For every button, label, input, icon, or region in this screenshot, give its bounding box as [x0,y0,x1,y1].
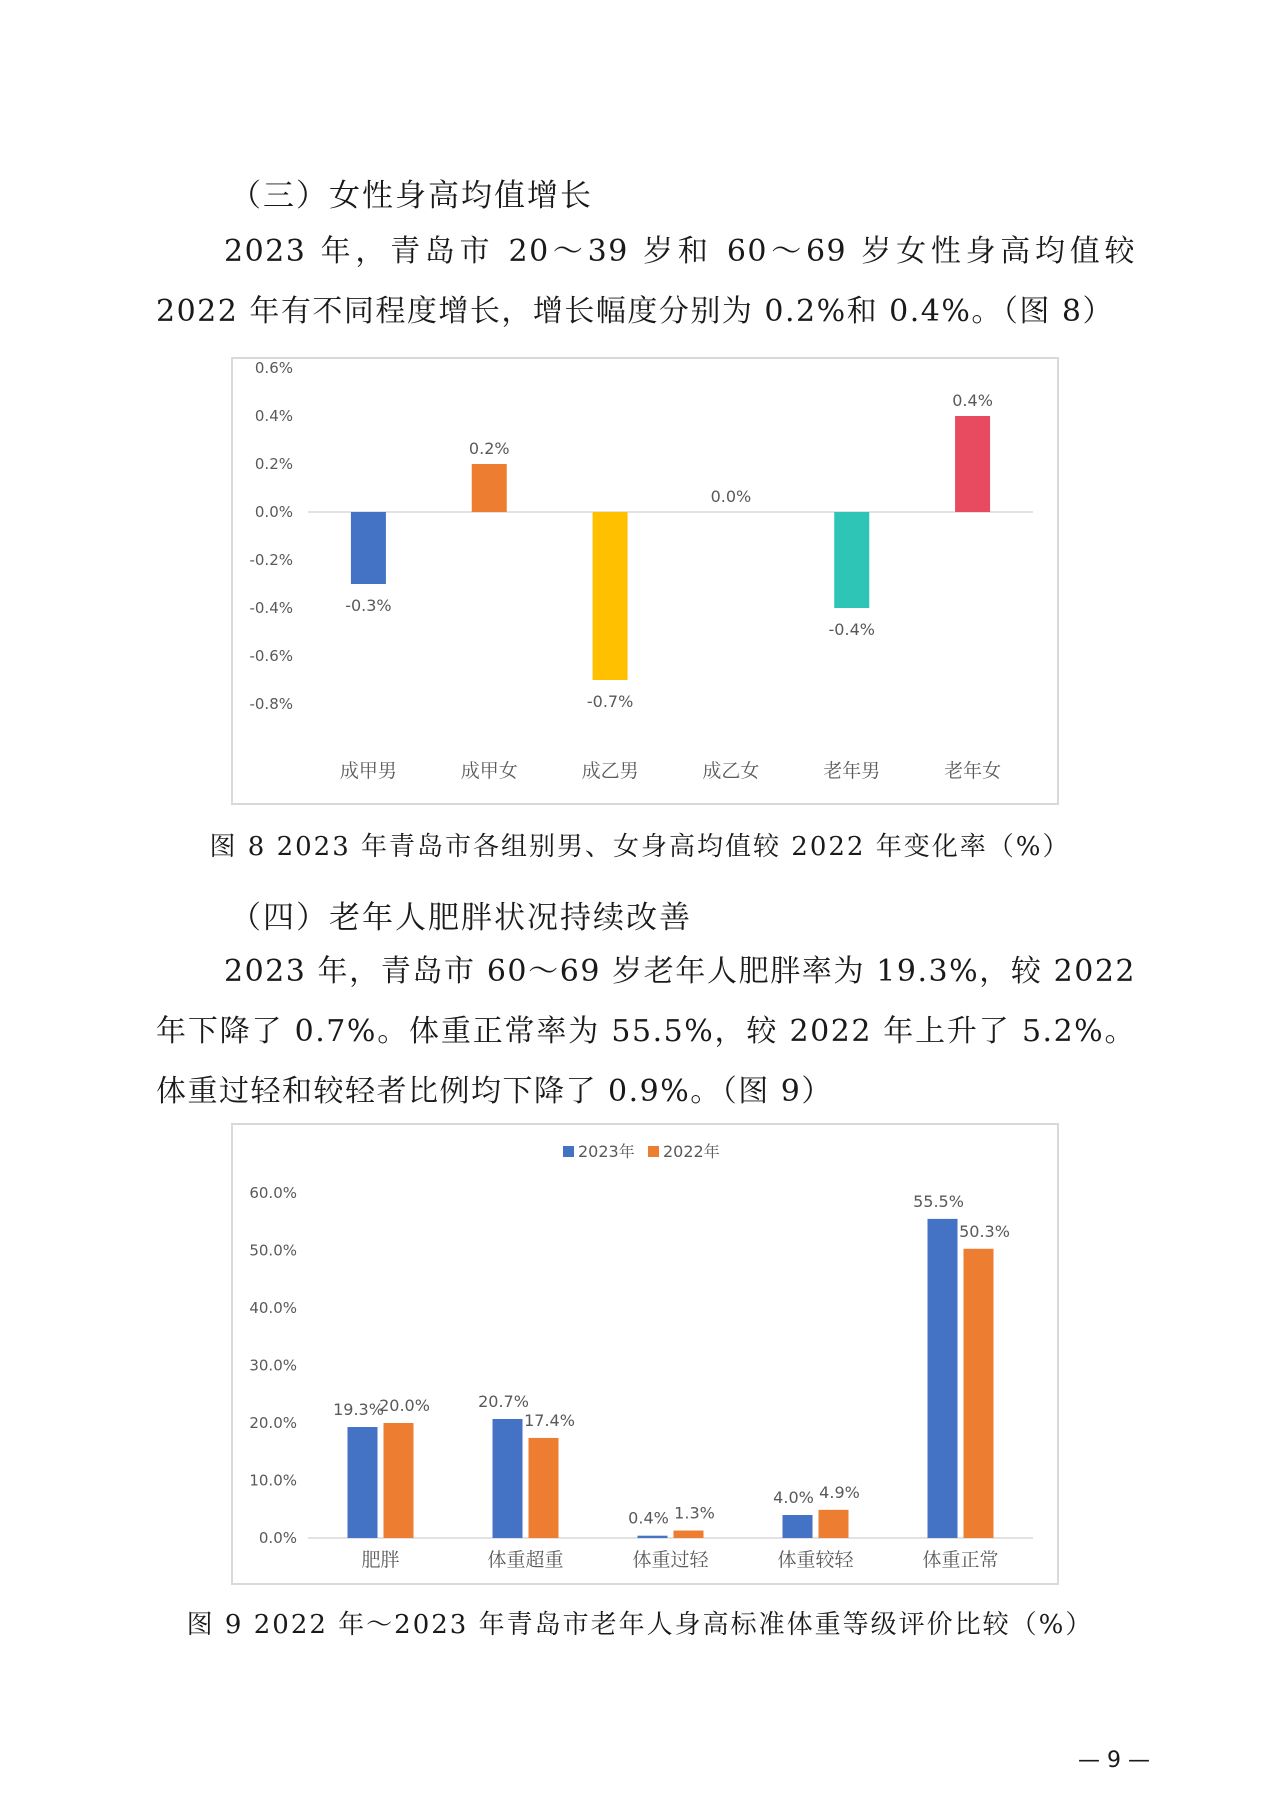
y-tick-label: 20.0% [249,1414,297,1432]
bar-2022年-肥胖 [384,1423,414,1538]
bar-2022年-体重超重 [529,1438,559,1538]
data-label: 20.7% [478,1391,529,1411]
bar-2023年-体重过轻 [638,1536,668,1538]
data-label: -0.4% [828,620,875,639]
bar-老年女 [955,416,990,512]
legend-swatch-2022年 [648,1146,659,1157]
section-3-paragraph: 2023 年，青岛市 20～39 岁和 60～69 岁女性身高均值较 2022 年有不同程度增长，增长幅度分别为 0.2%和 0.4%。（图 8） [156,234,1136,329]
data-label: 20.0% [379,1396,430,1415]
bar-成乙男 [593,512,628,680]
y-tick-label: 50.0% [249,1241,297,1260]
x-category-label: 成乙男 [581,760,639,782]
x-category-label: 成甲男 [339,760,397,782]
y-tick-label: 0.6% [254,359,293,377]
figure-9-svg [233,1125,1057,1583]
data-label: 4.0% [773,1488,814,1507]
y-tick-label: 0.0% [258,1529,297,1547]
x-category-label: 体重超重 [487,1549,564,1571]
page-number: — 9 — [1078,1748,1150,1773]
legend-label: 2023年 [578,1142,635,1161]
y-tick-label: -0.6% [249,647,293,665]
y-tick-label: -0.8% [249,695,293,713]
x-category-label: 老年女 [944,760,1002,782]
section-4-paragraph: 2023 年，青岛市 60～69 岁老年人肥胖率为 19.3%，较 2022 年下降了 0.7%。体重正常率为 55.5%，较 2022 年上升了 5.2%。体重过轻和较轻者比例均下降了 0.9%。（图 9） [156,954,1136,1109]
data-label: -0.7% [586,692,634,711]
data-label: 19.3% [333,1400,384,1420]
figure-8-chart [231,357,1059,805]
y-tick-label: 0.0% [254,503,293,521]
figure-9-caption: 图 9 2022 年～2023 年青岛市老年人身高标准体重等级评价比较（%） [186,1610,1094,1640]
x-category-label: 体重过轻 [632,1549,709,1571]
data-label: 17.4% [524,1410,575,1430]
legend-label: 2022年 [663,1142,720,1161]
x-category-label: 成甲女 [460,760,518,782]
figure-8-svg [233,359,1057,803]
bar-老年男 [834,512,869,608]
y-tick-label: 10.0% [249,1471,297,1490]
data-label: -0.3% [345,596,392,615]
data-label: 50.3% [959,1221,1010,1241]
data-label: 55.5% [913,1191,964,1211]
x-category-label: 体重较轻 [777,1549,854,1571]
y-tick-label: -0.2% [249,551,293,569]
x-category-label: 肥胖 [361,1549,400,1571]
bar-2022年-体重过轻 [674,1531,704,1538]
y-tick-label: 0.2% [254,455,293,473]
y-tick-label: 0.4% [254,407,293,425]
bar-2023年-体重正常 [928,1219,958,1538]
y-tick-label: 40.0% [249,1299,297,1317]
y-tick-label: 60.0% [249,1184,297,1202]
y-tick-label: -0.4% [249,599,293,617]
data-label: 1.3% [674,1503,715,1523]
data-label: 0.2% [468,439,510,458]
bar-成甲男 [351,512,386,584]
data-label: 0.4% [952,391,993,410]
legend-swatch-2023年 [563,1146,574,1157]
bar-成甲女 [472,464,507,512]
x-category-label: 老年男 [823,760,881,782]
bar-2023年-体重超重 [493,1419,523,1538]
bar-2022年-体重正常 [964,1249,994,1538]
bar-2023年-体重较轻 [783,1515,813,1538]
bar-2023年-肥胖 [348,1427,378,1538]
bar-2022年-体重较轻 [819,1510,849,1538]
y-tick-label: 30.0% [249,1356,297,1375]
x-category-label: 体重正常 [922,1549,999,1571]
figure-8-caption: 图 8 2023 年青岛市各组别男、女身高均值较 2022 年变化率（%） [209,832,1071,862]
data-label: 0.0% [710,487,752,506]
section-3-heading: （三）女性身高均值增长 [230,178,593,214]
section-4-heading: （四）老年人肥胖状况持续改善 [230,900,692,936]
data-label: 0.4% [628,1508,669,1528]
figure-9-chart [231,1123,1059,1585]
x-category-label: 成乙女 [702,760,760,782]
data-label: 4.9% [819,1482,860,1502]
